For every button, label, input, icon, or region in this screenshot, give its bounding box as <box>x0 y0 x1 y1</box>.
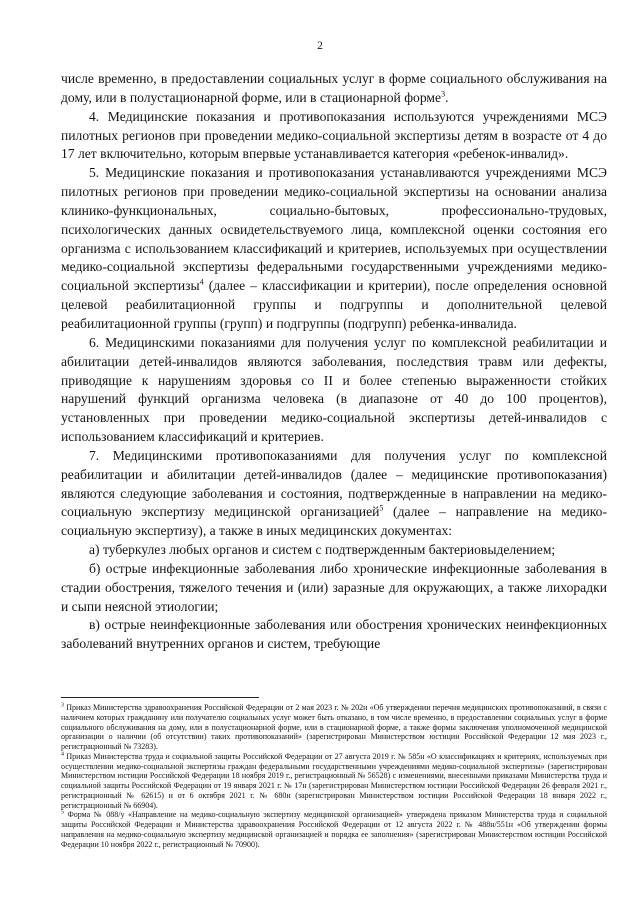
paragraph-continuation: числе временно, в предоставлении социальных услуг в форме социального обслуживания на дому, или в полустационарной форме, или в стационарной форме$^3$. <box>61 71 607 105</box>
paragraph-4: 4. Медицинские показания и противопоказания используются учреждениями МСЭ пилотных регионов при проведении медико-социальной экспертизы детям в возрасте от 4 до 17 лет включительно, которым впервые устанавливается категория «ребенок-инвалид». <box>61 108 607 162</box>
paragraph-7: 7. Медицинскими противопоказаниями для получения услуг по комплексной реабилитации и абилитации детей-инвалидов (далее – медицинские противопоказания) являются следующие заболевания и состояния, подтвержденные в направлении на медико-социальную экспертизу медицинской организацией$^5$ (далее – направление на медико-социальную экспертизу), а также в иных медицинских документах: <box>61 447 607 539</box>
footnote-4: $^4$ Приказ Министерства труда и социальной защиты Российской Федерации от 27 августа 2019 г. № 585н «О классификациях и критериях, используемых при осуществлении медико-социальной экспертизы граждан федеральными государственными учреждениями медико-социальной экспертизы» (зарегистрирован Министерством юстиции Российской Федерации 18 ноября 2019 г., регистрационный № 56528) с изменениями, внесенными приказами Министерства труда и социальной защиты Российской Федерации от 19 января 2021 г. № 17н (зарегистрирован Министерством юстиции Российской Федерации 26 февраля 2021 г., регистрационный № 62615) и от 6 октября 2021 г. № 680н (зарегистрирован Министерством юстиции Российской Федерации 18 января 2022 г., регистрационный № 66904). <box>61 751 607 810</box>
list-item-a: а) туберкулез любых органов и систем с подтвержденным бактериовыделением; <box>89 542 556 558</box>
footnote-ref-4[interactable]: 4 <box>199 277 204 287</box>
footnote-5: $^5$ Форма № 088/у «Направление на медико-социальную экспертизу медицинской организацией» утверждена приказом Министерства труда и социальной защиты Российской Федерации и Министерства здравоохранения Российской Федерации от 12 августа 2022 г. № 488н/551н «Об утверждении формы направления на медико-социальную экспертизу медицинской организацией и порядка ее заполнения» (зарегистрирован Министерством юстиции Российской Федерации 10 ноября 2022 г., регистрационный № 70900). <box>61 809 607 849</box>
footnotes <box>61 703 607 849</box>
list-item-b: б) острые инфекционные заболевания либо хронические инфекционные заболевания в стадии обострения, тяжелого течения и (или) заразные для окружающих, а также лихорадки и сыпи неясной этиологии; <box>61 560 607 614</box>
footnote-ref-5[interactable]: 5 <box>379 503 384 513</box>
list-item-c: в) острые неинфекционные заболевания или обострения хронических неинфекционных заболеваний внутренних органов и систем, требующие <box>61 617 607 652</box>
paragraph-5: 5. Медицинские показания и противопоказания устанавливаются учреждениями МСЭ пилотных регионов при проведении медико-социальной экспертизы на основании анализа клинико-функциональных, социально-бытовых, профессионально-трудовых, психологических данных освидетельствуемого лица, комплексной оценки состояния его организма с использованием классификаций и критериев, используемых при осуществлении медико-социальной экспертизы федеральными государственными учреждениями медико-социальной экспертизы$^4$ (далее – классификации и критерии), после определения основной целевой реабилитационной группы и подгруппы и дополнительной целевой реабилитационной группы (групп) и подгруппы (подгрупп) ребенка-инвалида. <box>61 165 607 331</box>
footnote-divider <box>61 697 259 698</box>
main-text <box>61 70 607 654</box>
paragraph-6: 6. Медицинскими показаниями для получения услуг по комплексной реабилитации и абилитации детей-инвалидов являются заболевания, последствия травм или дефекты, приводящие к нарушениям здоровья со II и более степенью выраженности стойких нарушений функций организма человека (в диапазоне от 40 до 100 процентов), установленных при проведении медико-социальной экспертизы детей-инвалидов с использованием классификаций и критериев. <box>61 334 607 445</box>
page-number: 2 <box>317 40 323 52</box>
footnote-3: $^3$ Приказ Министерства здравоохранения Российской Федерации от 2 мая 2023 г. № 202н «Об утверждении перечня медицинских противопоказаний, в связи с наличием которых гражданину или получателю социальных услуг может быть отказано, в том числе временно, в предоставлении социальных услуг в форме социального обслуживания на дому, или в полустационарной форме, или в стационарной форме, а также формы заключения уполномоченной медицинской организации о наличии (об отсутствии) таких противопоказаний» (зарегистрирован Министерством юстиции Российской Федерации 12 мая 2023 г., регистрационный № 73283). <box>61 702 607 751</box>
footnote-ref-3[interactable]: 3 <box>441 89 446 99</box>
